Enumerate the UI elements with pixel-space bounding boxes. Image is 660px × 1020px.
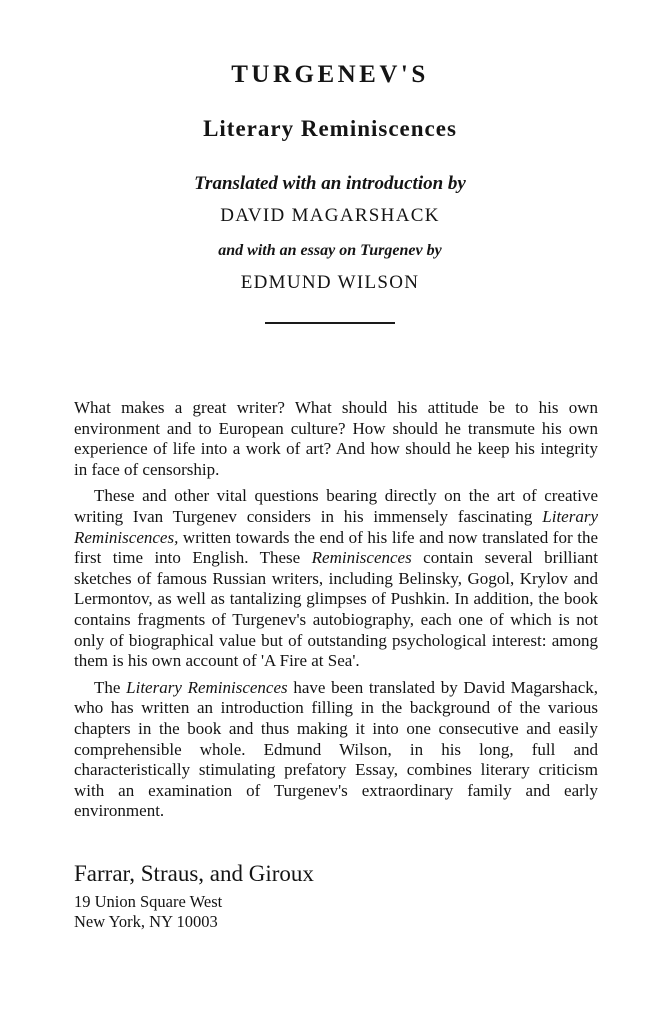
translator-name: DAVID MAGARSHACK	[220, 205, 440, 226]
blurb-p3-text-1: The	[94, 677, 127, 697]
book-title: TURGENEV'S	[231, 61, 429, 88]
cover-header	[0, 62, 660, 324]
blurb-p2-text-3: contain several brilliant sketches of famous Russian writers, including Belinsky, Gogol, Krylov and Lermontov, as well as tantalizing glimpses of Pushkin. In addition, the book contains fragments of Turgenev's autobiography, each one of which is not only of biographical value but of outstanding psychological interest: among them is his own account of 'A Fire at Sea'.	[74, 548, 599, 671]
blurb-p2-text-1: These and other vital questions bearing directly on the art of creative writing Ivan Turgenev considers in his immensely fascinating	[74, 486, 598, 526]
blurb-p2-italic-title: Literary Reminiscences,	[74, 506, 598, 547]
blurb-paragraph-3	[74, 678, 598, 822]
blurb-p3-text-2: have been translated by David Magarshack, who has written an introduction filling in the background of the various chapters in the book and thus making it into one consecutive and easily comprehensible whole. Edmund Wilson, in his long, full and characteristically stimulating prefatory Essay, combines literary criticism with an examination of Turgenev's extraordinary family and early environment.	[74, 677, 598, 821]
blurb-text	[74, 398, 598, 828]
address-line-2: New York, NY 10003	[74, 911, 218, 931]
blurb-p2-text-2: written towards the end of his life and now translated for the first time into English. These	[74, 527, 598, 568]
essay-credit: and with an essay on Turgenev by	[218, 242, 442, 259]
blurb-paragraph-1: What makes a great writer? What should his attitude be to his own environment and to European culture? How should he transmute his own experience of life into a work of art? And how should he keep his integrity in face of censorship.	[74, 398, 598, 479]
divider-rule	[265, 322, 395, 324]
blurb-paragraph-2	[74, 486, 598, 671]
essayist-name: EDMUND WILSON	[240, 272, 420, 293]
book-subtitle: Literary Reminiscences	[203, 116, 457, 141]
publisher-address	[74, 892, 222, 931]
blurb-p3-italic-title: Literary Reminiscences	[126, 677, 288, 697]
publisher-name: Farrar, Straus, and Giroux	[74, 861, 314, 886]
blurb-p2-italic-reminiscences: Reminiscences	[311, 548, 412, 568]
translator-credit: Translated with an introduction by	[194, 173, 466, 194]
address-line-1: 19 Union Square West	[74, 892, 223, 911]
